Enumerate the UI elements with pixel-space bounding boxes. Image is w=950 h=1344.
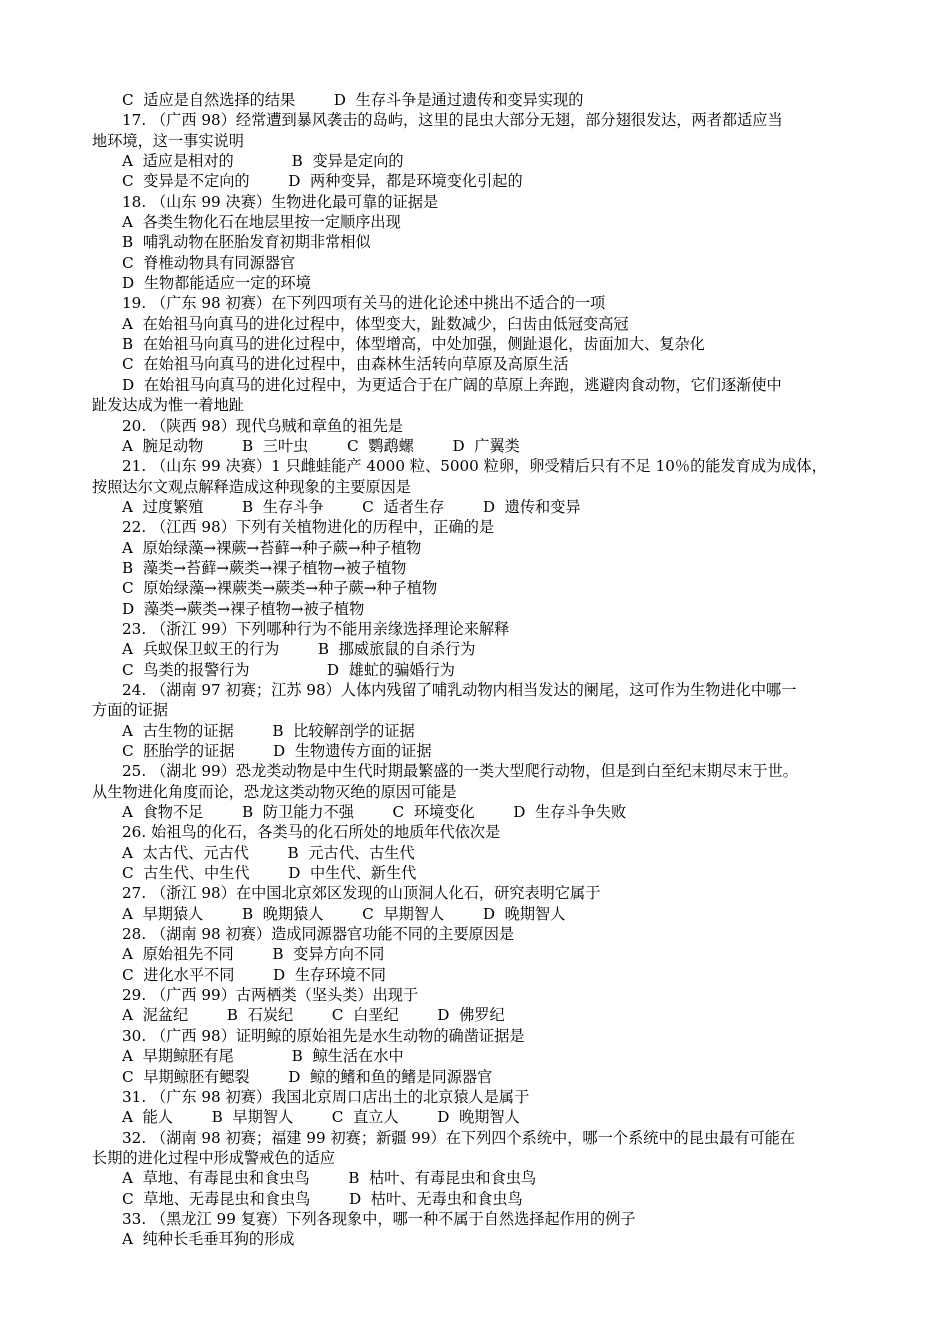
text-line: 长期的进化过程中形成警戒色的适应 bbox=[92, 1148, 335, 1167]
option-line: A 原始绿藻→裸蕨→苔藓→种子蕨→种子植物 bbox=[122, 538, 422, 557]
option-line: A 原始祖先不同 B 变异方向不同 bbox=[122, 945, 385, 964]
option-line: B 在始祖马向真马的进化过程中，体型增高，中处加强，侧趾退化，齿面加大、复杂化 bbox=[122, 335, 705, 354]
option-line: C 脊椎动物具有同源器官 bbox=[122, 253, 296, 272]
option-line: A 腕足动物 B 三叶虫 C 鹦鹉螺 D 广翼类 bbox=[122, 436, 520, 455]
question-line: 28. （湖南 98 初赛）造成同源器官功能不同的主要原因是 bbox=[122, 925, 515, 944]
question-line: 32. （湖南 98 初赛；福建 99 初赛；新疆 99）在下列四个系统中，哪一个系统中的昆虫最有可能在 bbox=[122, 1128, 796, 1147]
question-line: 33. （黑龙江 99 复赛）下列各现象中，哪一种不属于自然选择起作用的例子 bbox=[122, 1209, 636, 1228]
option-line: C 原始绿藻→裸蕨类→蕨类→种子蕨→种子植物 bbox=[122, 579, 438, 598]
option-line: C 进化水平不同 D 生存环境不同 bbox=[122, 965, 386, 984]
question-line: 19. （广东 98 初赛）在下列四项有关马的进化论述中挑出不适合的一项 bbox=[122, 294, 606, 313]
option-line: A 早期猿人 B 晚期猿人 C 早期智人 D 晚期智人 bbox=[122, 904, 566, 923]
option-line: A 能人 B 早期智人 C 直立人 D 晚期智人 bbox=[122, 1108, 520, 1127]
text-line: C 适应是自然选择的结果 D 生存斗争是通过遗传和变异实现的 bbox=[122, 91, 584, 109]
text-line: 按照达尔文观点解释造成这种现象的主要原因是 bbox=[92, 477, 411, 496]
question-line: 18. （山东 99 决赛）生物进化最可靠的证据是 bbox=[122, 192, 439, 211]
option-line: B 藻类→苔藓→蕨类→裸子植物→被子植物 bbox=[122, 558, 407, 577]
option-line: A 纯种长毛垂耳狗的形成 bbox=[122, 1230, 295, 1249]
option-line: A 太古代、元古代 B 元古代、古生代 bbox=[122, 843, 415, 862]
option-line: A 适应是相对的 B 变异是定向的 bbox=[122, 152, 404, 171]
text-line: 从生物进化角度而论，恐龙这类动物灭绝的原因可能是 bbox=[92, 782, 457, 801]
question-line: 31. （广东 98 初赛）我国北京周口店出土的北京猿人是属于 bbox=[122, 1087, 530, 1106]
option-line: B 哺乳动物在胚胎发育初期非常相似 bbox=[122, 233, 371, 252]
text-line: 地环境，这一事实说明 bbox=[92, 131, 244, 150]
question-line: 20. （陕西 98）现代乌贼和章鱼的祖先是 bbox=[122, 416, 403, 435]
option-line: D 生物都能适应一定的环境 bbox=[122, 274, 311, 293]
option-line: C 胚胎学的证据 D 生物遗传方面的证据 bbox=[122, 742, 432, 760]
option-line: C 变异是不定向的 D 两种变异，都是环境变化引起的 bbox=[122, 172, 523, 191]
question-line: 29. （广西 99）古两栖类（坚头类）出现于 bbox=[122, 986, 419, 1005]
option-line: A 兵蚁保卫蚁王的行为 B 挪威旅鼠的自杀行为 bbox=[122, 640, 476, 659]
question-line: 27. （浙江 98）在中国北京郊区发现的山顶洞人化石，研究表明它属于 bbox=[122, 884, 601, 903]
option-line: C 早期鲸胚有鳃裂 D 鲸的鳍和鱼的鳍是同源器官 bbox=[122, 1067, 493, 1086]
option-line: A 食物不足 B 防卫能力不强 C 环境变化 D 生存斗争失败 bbox=[122, 803, 627, 822]
option-line: A 在始祖马向真马的进化过程中，体型变大，趾数减少，臼齿由低冠变高冠 bbox=[122, 314, 629, 333]
question-line: 26. 始祖鸟的化石，各类马的化石所处的地质年代依次是 bbox=[122, 823, 501, 842]
option-line: A 古生物的证据 B 比较解剖学的证据 bbox=[122, 721, 415, 740]
text-line: 方面的证据 bbox=[92, 701, 168, 720]
question-line: 24. （湖南 97 初赛；江苏 98）人体内残留了哺乳动物内相当发达的阑尾，这可作为生物进化中哪一 bbox=[122, 680, 797, 699]
question-line: 30. （广西 98）证明鲸的原始祖先是水生动物的确凿证据是 bbox=[122, 1026, 525, 1045]
option-line: C 古生代、中生代 D 中生代、新生代 bbox=[122, 864, 417, 883]
option-line: A 过度繁殖 B 生存斗争 C 适者生存 D 遗传和变异 bbox=[122, 497, 581, 516]
option-line: A 草地、有毒昆虫和食虫鸟 B 枯叶、有毒昆虫和食虫鸟 bbox=[122, 1169, 537, 1188]
option-line: C 在始祖马向真马的进化过程中，由森林生活转向草原及高原生活 bbox=[122, 355, 569, 374]
option-line: D 在始祖马向真马的进化过程中，为更适合于在广阔的草原上奔跑，逃避肉食动物，它们逐渐使中 bbox=[122, 375, 782, 394]
question-line: 22. （江西 98）下列有关植物进化的历程中，正确的是 bbox=[122, 518, 495, 537]
question-line: 25. （湖北 99）恐龙类动物是中生代时期最繁盛的一类大型爬行动物，但是到白至纪末期尽末于世。 bbox=[122, 762, 798, 781]
option-line: D 藻类→蕨类→裸子植物→被子植物 bbox=[122, 599, 365, 618]
text-line: 趾发达成为惟一着地趾 bbox=[92, 396, 244, 415]
question-line: 23. （浙江 99）下列哪种行为不能用亲缘选择理论来解释 bbox=[122, 619, 510, 638]
option-line: A 各类生物化石在地层里按一定顺序出现 bbox=[122, 213, 401, 232]
option-line: C 鸟类的报警行为 D 雄虻的骗婚行为 bbox=[122, 660, 455, 679]
question-line: 21. （山东 99 决赛）1 只雌蛙能产 4000 粒、5000 粒卵，卵受精后只有不足 10％的能发育成为成体， bbox=[122, 457, 827, 476]
option-line: A 早期鲸胚有尾 B 鲸生活在水中 bbox=[122, 1047, 404, 1066]
option-line: C 草地、无毒昆虫和食虫鸟 D 枯叶、无毒虫和食虫鸟 bbox=[122, 1189, 523, 1208]
question-line: 17. （广西 98）经常遭到暴风袭击的岛屿，这里的昆虫大部分无翅，部分翅很发达，两者都适应当 bbox=[122, 111, 783, 130]
document-page bbox=[92, 90, 862, 1250]
option-line: A 泥盆纪 B 石炭纪 C 白垩纪 D 佛罗纪 bbox=[122, 1006, 505, 1025]
